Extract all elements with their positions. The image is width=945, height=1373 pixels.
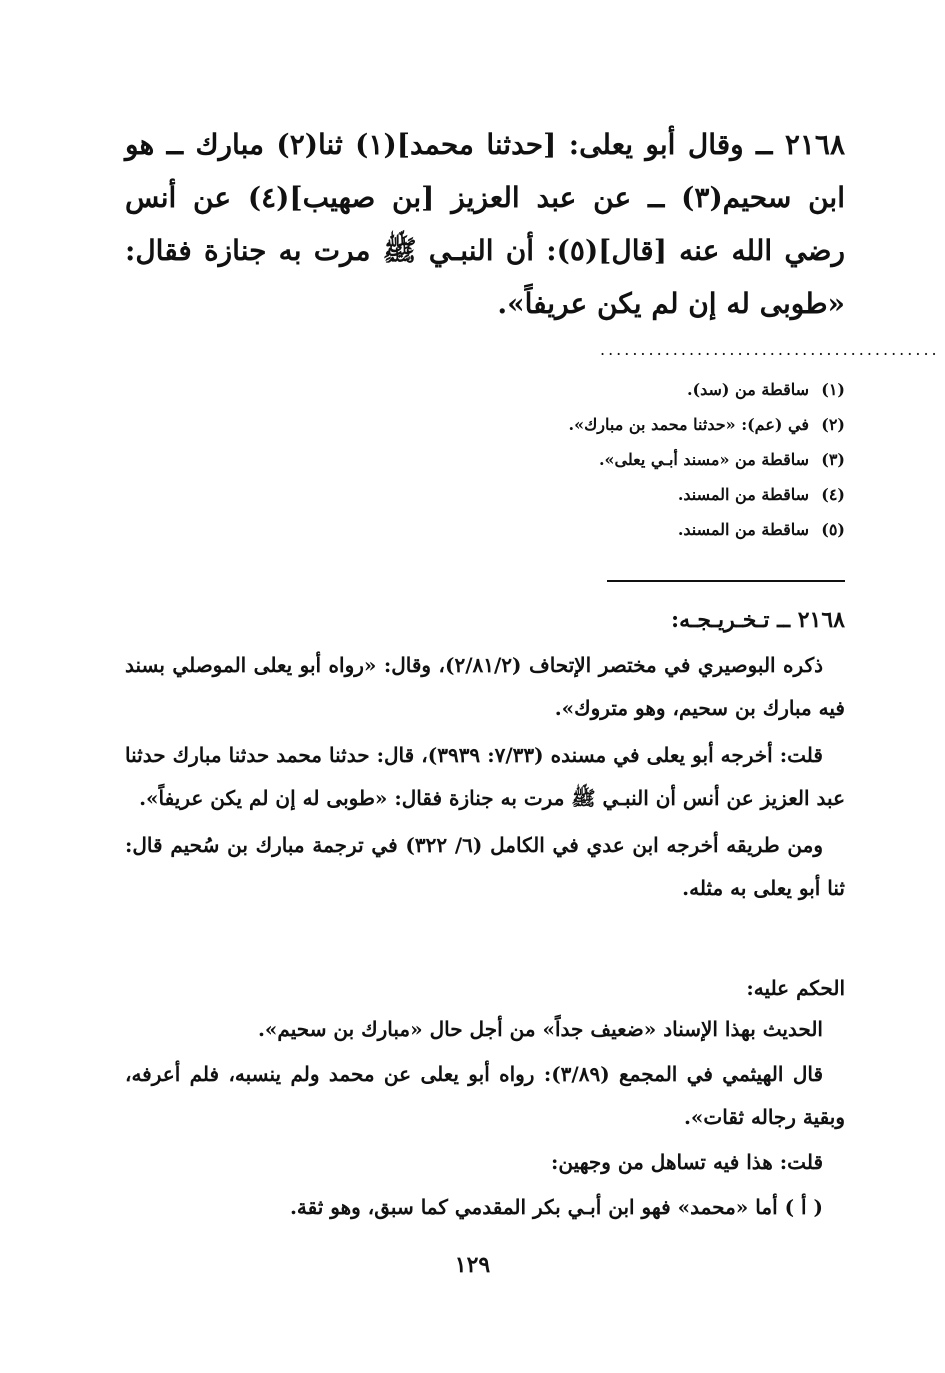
takhrij-paragraph: ذكره البوصيري في مختصر الإتحاف (٢/٨١/٢)، وقال: «رواه أبو يعلى الموصلي بسند فيه مبارك بن سحيم، وهو متروك». bbox=[125, 653, 845, 720]
hukm-paragraph: الحديث بهذا الإسناد «ضعيف جداً» من أجل حال «مبارك بن سحيم». bbox=[257, 1017, 823, 1041]
footnote-text: ساقطة من المسند. bbox=[677, 520, 809, 539]
hukm-body bbox=[125, 1008, 845, 1231]
footnote-item bbox=[125, 372, 845, 407]
footnote-text: في (عم): «حدثنا محمد بن مبارك». bbox=[568, 415, 809, 434]
footnote-item bbox=[125, 512, 845, 547]
footnote-item bbox=[125, 442, 845, 477]
hukm-paragraph: قال الهيثمي في المجمع (٣/٨٩): رواه أبو يعلى عن محمد ولم ينسبه، فلم أعرفه، وبقية رجاله ثقات». bbox=[125, 1062, 845, 1129]
hukm-paragraph: ( أ ) أما «محمد» فهو ابن أبـي بكر المقدمي كما سبق، وهو ثقة. bbox=[289, 1195, 823, 1219]
footnote-item bbox=[125, 477, 845, 512]
footnote-text: ساقطة من المسند. bbox=[677, 485, 809, 504]
footnotes-list bbox=[125, 372, 845, 547]
takhrij-heading: ٢١٦٨ ــ تـخـريـجـه: bbox=[671, 607, 845, 633]
footnote-number: (١) bbox=[821, 380, 845, 399]
hadith-text bbox=[125, 118, 845, 330]
footnote-number: (٣) bbox=[821, 450, 845, 469]
takhrij-paragraph: قلت: أخرجه أبو يعلى في مسنده (٧/٣٣: ٣٩٣٩)، قال: حدثنا محمد حدثنا مبارك حدثنا عبد العزيز عن أنس أن النبـي ﷺ مرت به جنازة فقال: «طوبى له إن لم يكن عريفاً». bbox=[125, 743, 845, 810]
footnote-separator: .......................................... bbox=[600, 340, 940, 359]
page-number: ١٢٩ bbox=[454, 1252, 491, 1278]
section-divider bbox=[607, 580, 845, 582]
hukm-paragraph: قلت: هذا فيه تساهل من وجهين: bbox=[551, 1150, 823, 1174]
footnote-item bbox=[125, 407, 845, 442]
footnote-number: (٥) bbox=[821, 520, 845, 539]
takhrij-paragraph: ومن طريقه أخرجه ابن عدي في الكامل (٦/ ٣٢٢) في ترجمة مبارك بن سُحيم قال: ثنا أبو يعلى به مثله. bbox=[125, 833, 845, 900]
footnote-text: ساقطة من «مسند أبـي يعلى». bbox=[598, 450, 809, 469]
footnote-text: ساقطة من (سد). bbox=[686, 380, 809, 399]
hadith-paragraph: ٢١٦٨ ــ وقال أبو يعلى: [حدثنا محمد](١) ثنا(٢) مبارك ــ هو ابن سحيم(٣) ــ عن عبد العزيز [بن صهيب](٤) عن أنس رضي الله عنه [قال](٥): أن النبـي ﷺ مرت به جنازة فقال: «طوبى له إن لم يكن عريفاً». bbox=[125, 128, 845, 320]
hukm-heading: الحكم عليه: bbox=[746, 976, 845, 1000]
footnote-number: (٤) bbox=[821, 485, 845, 504]
takhrij-body bbox=[125, 644, 845, 914]
footnote-number: (٢) bbox=[821, 415, 845, 434]
